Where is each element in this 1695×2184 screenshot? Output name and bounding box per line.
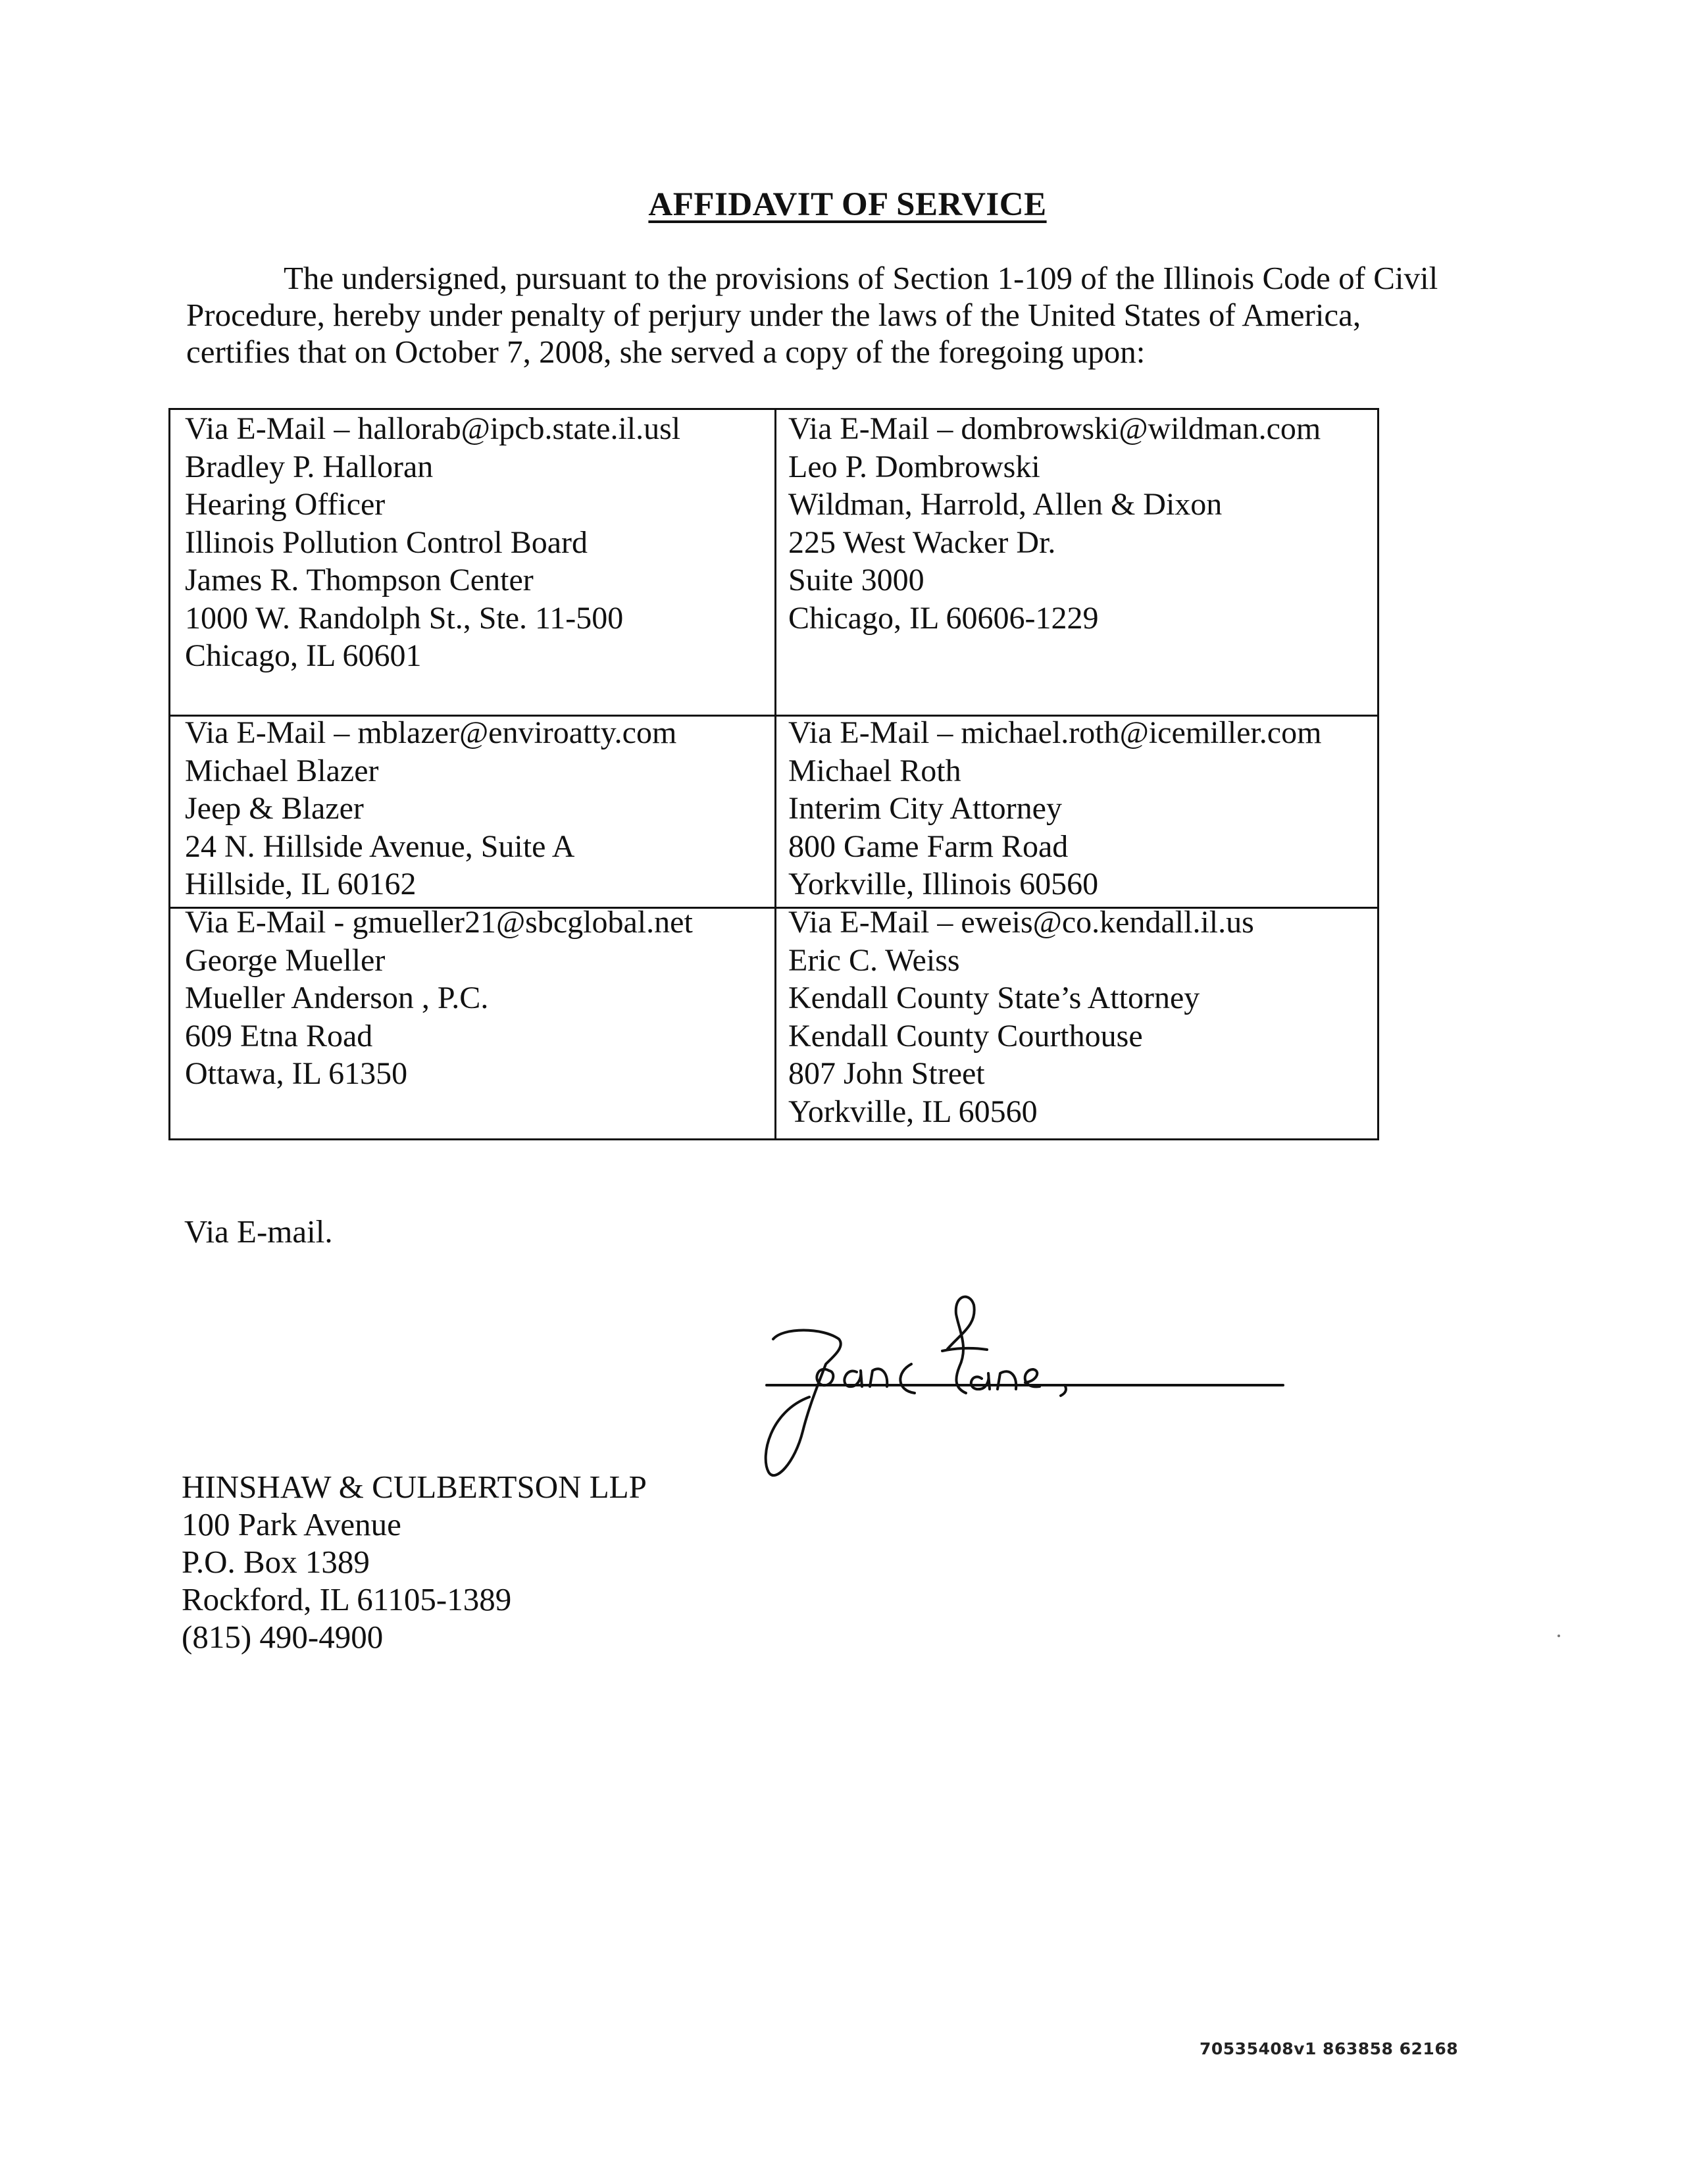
intro-line: The undersigned, pursuant to the provisions of Section 1-109 of the Illinois Code of Civil: [284, 260, 1438, 296]
document-id: 70535408v1 863858 62168: [1200, 2039, 1459, 2058]
firm-address-block: [182, 1468, 647, 1656]
recipient-line: Yorkville, IL 60560: [788, 1094, 1038, 1129]
recipient-line: 800 Game Farm Road: [788, 828, 1069, 864]
recipient-line: George Mueller: [185, 942, 386, 978]
recipient-line: Chicago, IL 60601: [185, 638, 422, 673]
recipient-line: Eric C. Weiss: [788, 942, 960, 978]
recipient-line: 609 Etna Road: [185, 1018, 373, 1054]
recipient-line: Via E-Mail – hallorab@ipcb.state.il.usl: [185, 411, 681, 446]
recipient-line: Kendall County State’s Attorney: [788, 980, 1200, 1015]
recipient-line: Chicago, IL 60606-1229: [788, 600, 1099, 636]
page-title: AFFIDAVIT OF SERVICE: [648, 186, 1047, 223]
service-recipient-cell: [185, 410, 680, 675]
recipient-line: Wildman, Harrold, Allen & Dixon: [788, 487, 1223, 522]
service-list-table: [168, 408, 1379, 1140]
recipient-line: Via E-Mail – dombrowski@wildman.com: [788, 411, 1321, 446]
intro-line: certifies that on October 7, 2008, she served a copy of the foregoing upon:: [186, 334, 1146, 370]
firm-phone: (815) 490-4900: [182, 1619, 384, 1655]
firm-address-line: P.O. Box 1389: [182, 1544, 370, 1580]
recipient-line: Ottawa, IL 61350: [185, 1056, 408, 1091]
recipient-line: Mueller Anderson , P.C.: [185, 980, 489, 1015]
recipient-line: Jeep & Blazer: [185, 791, 364, 826]
recipient-line: Interim City Attorney: [788, 791, 1062, 826]
service-method-note: Via E-mail.: [184, 1213, 333, 1250]
recipient-line: 807 John Street: [788, 1056, 985, 1091]
service-recipient-cell: [788, 714, 1321, 903]
recipient-line: Michael Blazer: [185, 753, 379, 788]
service-recipient-cell: [788, 903, 1254, 1130]
recipient-line: Illinois Pollution Control Board: [185, 524, 588, 560]
recipient-line: Leo P. Dombrowski: [788, 449, 1040, 484]
intro-paragraph: [186, 260, 1502, 370]
recipient-line: Via E-Mail – michael.roth@icemiller.com: [788, 715, 1322, 750]
intro-line: Procedure, hereby under penalty of perjury under the laws of the United States of America,: [186, 297, 1361, 333]
handwritten-signature-icon: [757, 1286, 1296, 1497]
recipient-line: Via E-Mail – mblazer@enviroatty.com: [185, 715, 677, 750]
recipient-line: Kendall County Courthouse: [788, 1018, 1143, 1054]
service-recipient-cell: [185, 903, 693, 1093]
service-recipient-cell: [788, 410, 1321, 637]
recipient-line: Michael Roth: [788, 753, 961, 788]
service-recipient-cell: [185, 714, 676, 903]
recipient-line: James R. Thompson Center: [185, 563, 534, 597]
firm-address-line: 100 Park Avenue: [182, 1506, 401, 1542]
recipient-line: Bradley P. Halloran: [185, 449, 434, 484]
recipient-line: 225 West Wacker Dr.: [788, 524, 1056, 560]
column-divider: [774, 410, 776, 1138]
recipient-line: Via E-Mail – eweis@co.kendall.il.us: [788, 905, 1254, 940]
firm-address-line: Rockford, IL 61105-1389: [182, 1581, 512, 1617]
recipient-line: 24 N. Hillside Avenue, Suite A: [185, 828, 575, 864]
recipient-line: Suite 3000: [788, 563, 924, 597]
recipient-line: Yorkville, Illinois 60560: [788, 867, 1099, 902]
recipient-line: 1000 W. Randolph St., Ste. 11-500: [185, 600, 624, 636]
recipient-line: Hearing Officer: [185, 487, 386, 522]
scan-speck: [1557, 1635, 1560, 1637]
firm-name: HINSHAW & CULBERTSON LLP: [182, 1469, 647, 1505]
recipient-line: Via E-Mail - gmueller21@sbcglobal.net: [185, 905, 693, 940]
recipient-line: Hillside, IL 60162: [185, 867, 417, 902]
